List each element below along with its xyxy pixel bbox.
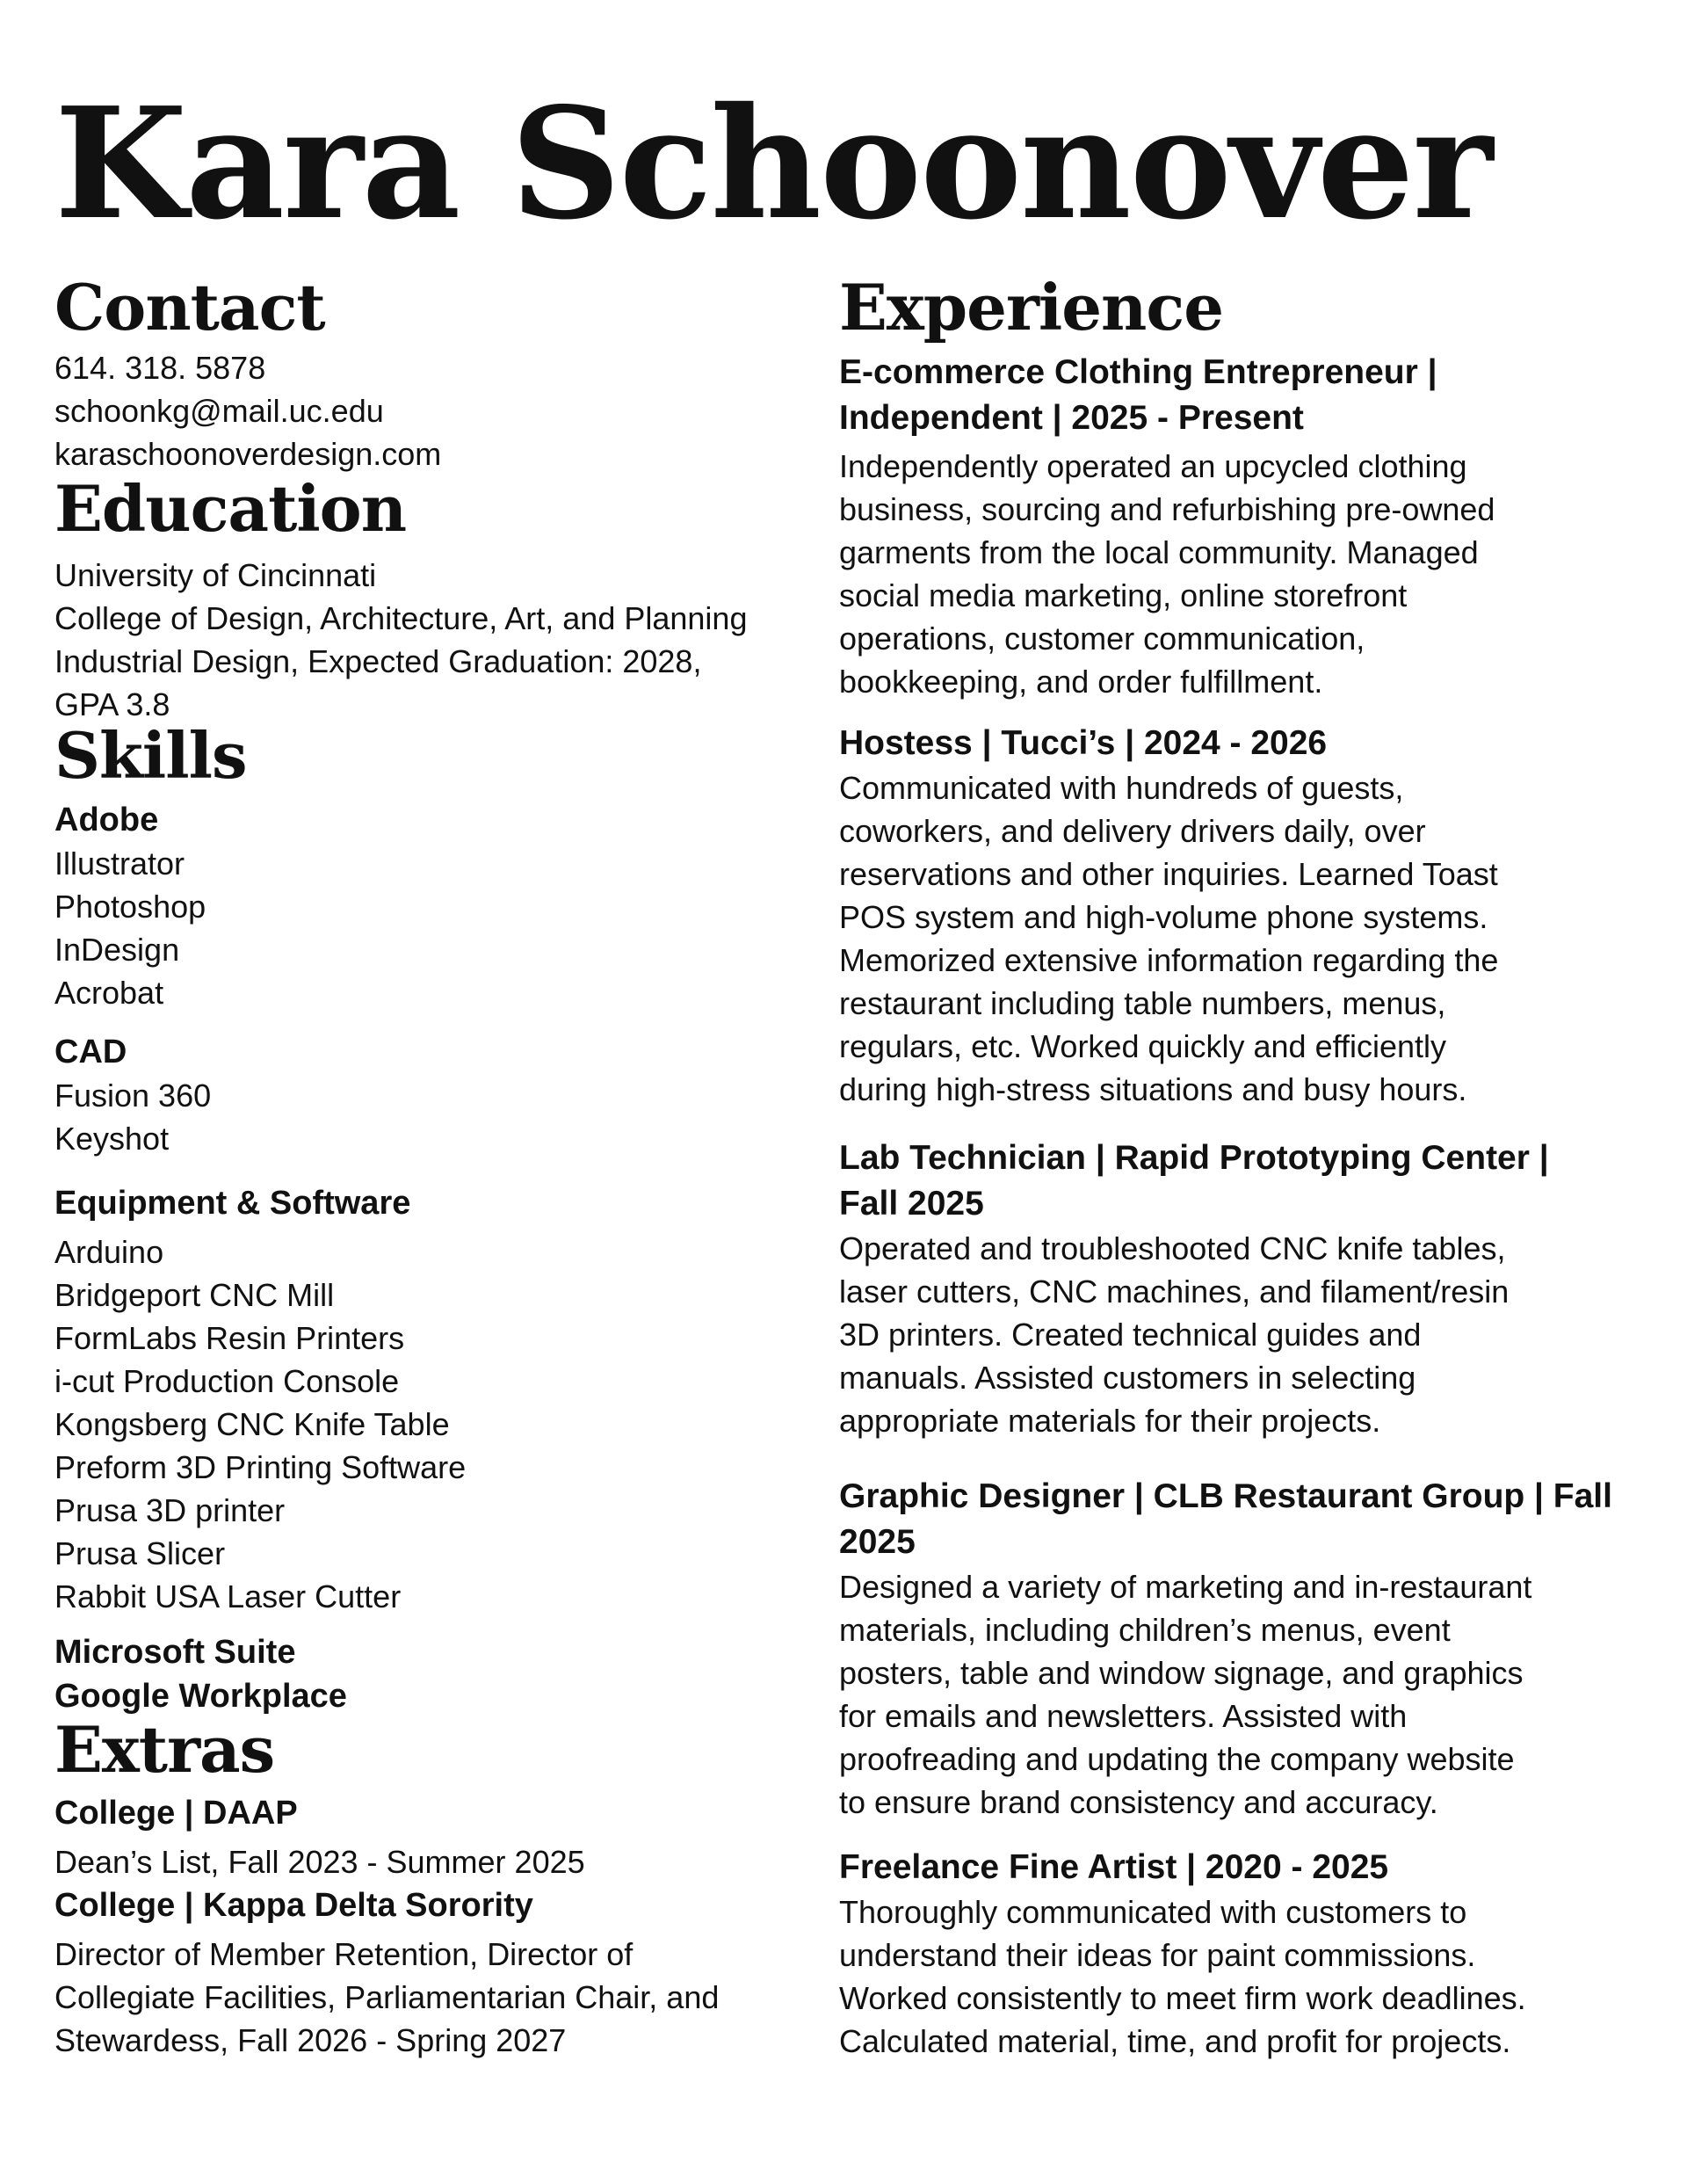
skill-item: Rabbit USA Laser Cutter: [54, 1578, 402, 1614]
skill-item: Fusion 360: [54, 1077, 212, 1114]
experience-item-body: [839, 1227, 1630, 1442]
resume-name: Kara Schoonover: [54, 75, 1492, 254]
left-column: [54, 270, 828, 2062]
experience-body-line: bookkeeping, and order fulfillment.: [839, 663, 1323, 700]
experience-body-line: Communicated with hundreds of guests,: [839, 769, 1404, 806]
experience-body-line: operations, customer communication,: [839, 620, 1365, 657]
experience-item-title: E-commerce Clothing Entrepreneur |: [839, 352, 1437, 391]
skill-item: Prusa 3D printer: [54, 1491, 286, 1528]
skills-group-heading: Adobe: [54, 801, 159, 838]
skills-group-equipment: [54, 1181, 828, 1618]
experience-body-line: appropriate materials for their projects.: [839, 1402, 1381, 1439]
experience-item-body: [839, 1565, 1630, 1824]
experience-item-title: Independent | 2025 - Present: [839, 398, 1304, 437]
experience-item: [839, 350, 1630, 703]
skill-item: Illustrator: [54, 845, 185, 882]
extras-item: [54, 1883, 828, 2062]
skills-group-heading: Equipment & Software: [54, 1184, 411, 1222]
experience-body-line: Worked consistently to meet firm work deadlines.: [839, 1979, 1526, 2016]
contact-block: [54, 346, 828, 475]
experience-body-line: for emails and newsletters. Assisted with: [839, 1697, 1408, 1734]
experience-item-title: Fall 2025: [839, 1184, 984, 1223]
extras-item-line: Dean’s List, Fall 2023 - Summer 2025: [54, 1844, 585, 1881]
contact-phone: 614. 318. 5878: [54, 349, 266, 386]
education-title: Education: [54, 470, 407, 546]
skill-item: Keyshot: [54, 1120, 170, 1157]
extras-item-line: Director of Member Retention, Director of: [54, 1936, 634, 1973]
skill-item: Bridgeport CNC Mill: [54, 1276, 335, 1313]
skill-item: i-cut Production Console: [54, 1362, 400, 1399]
contact-title: Contact: [54, 270, 325, 345]
experience-body-line: laser cutters, CNC machines, and filament/resin: [839, 1273, 1510, 1310]
experience-body-line: POS system and high-volume phone systems.: [839, 898, 1488, 935]
skill-item: Kongsberg CNC Knife Table: [54, 1405, 450, 1442]
experience-item-body: [839, 766, 1630, 1111]
experience-body-line: Thoroughly communicated with customers to: [839, 1893, 1467, 1930]
experience-body-line: to ensure brand consistency and accuracy.: [839, 1783, 1438, 1820]
experience-item-title: Freelance Fine Artist | 2020 - 2025: [839, 1847, 1389, 1886]
experience-body-line: Calculated material, time, and profit for projects.: [839, 2022, 1511, 2059]
extras-item-heading: College | DAAP: [54, 1795, 298, 1832]
extras-item-line: Stewardess, Fall 2026 - Spring 2027: [54, 2022, 567, 2059]
education-line: GPA 3.8: [54, 686, 170, 723]
experience-body-line: Independently operated an upcycled clothing: [839, 447, 1467, 484]
experience-body-line: understand their ideas for paint commissions.: [839, 1936, 1476, 1973]
experience-body-line: posters, table and window signage, and graphics: [839, 1654, 1524, 1691]
education-line: University of Cincinnati: [54, 557, 377, 594]
education-block: [54, 554, 828, 726]
experience-item: [839, 1474, 1630, 1824]
experience-body-line: restaurant including table numbers, menus,: [839, 984, 1446, 1021]
experience-item-body: [839, 445, 1630, 703]
experience-item-title: Graphic Designer | CLB Restaurant Group | Fall: [839, 1477, 1612, 1515]
skill-item: Prusa Slicer: [54, 1535, 226, 1571]
education-line: Industrial Design, Expected Graduation: 2028,: [54, 643, 702, 680]
experience-item-title: 2025: [839, 1522, 916, 1561]
education-line: College of Design, Architecture, Art, and Planning: [54, 600, 748, 637]
right-column: [839, 270, 1630, 2080]
experience-body-line: during high-stress situations and busy hours.: [839, 1070, 1467, 1107]
skill-item: Photoshop: [54, 888, 206, 925]
skill-item: Acrobat: [54, 974, 164, 1011]
skills-extra-headings: [54, 1630, 828, 1718]
experience-body-line: business, sourcing and refurbishing pre-owned: [839, 490, 1495, 527]
skill-item: Arduino: [54, 1233, 164, 1270]
experience-item-title: Lab Technician | Rapid Prototyping Center |: [839, 1138, 1549, 1177]
experience-body-line: Designed a variety of marketing and in-restaurant: [839, 1568, 1532, 1605]
skill-item: FormLabs Resin Printers: [54, 1319, 405, 1356]
experience-item: [839, 1136, 1630, 1442]
experience-body-line: social media marketing, online storefront: [839, 577, 1408, 613]
skills-extra-heading: Google Workplace: [54, 1677, 347, 1715]
extras-item-line: Collegiate Facilities, Parliamentarian Chair, and: [54, 1979, 720, 2016]
experience-item-body: [839, 1890, 1630, 2063]
skill-item: InDesign: [54, 931, 180, 968]
experience-body-line: Memorized extensive information regarding the: [839, 941, 1499, 978]
experience-body-line: reservations and other inquiries. Learned Toast: [839, 855, 1498, 892]
skills-title: Skills: [54, 718, 247, 794]
skills-group-adobe: [54, 798, 828, 1014]
experience-item: [839, 1845, 1630, 2063]
skills-group-cad: [54, 1030, 828, 1160]
experience-item-title: Hostess | Tucci’s | 2024 - 2026: [839, 723, 1328, 762]
experience-body-line: regulars, etc. Worked quickly and efficiently: [839, 1027, 1446, 1064]
experience-body-line: 3D printers. Created technical guides and: [839, 1316, 1422, 1353]
contact-email: schoonkg@mail.uc.edu: [54, 392, 384, 429]
experience-body-line: garments from the local community. Managed: [839, 533, 1479, 570]
skill-item: Preform 3D Printing Software: [54, 1448, 467, 1485]
extras-item-heading: College | Kappa Delta Sorority: [54, 1887, 533, 1925]
experience-body-line: manuals. Assisted customers in selecting: [839, 1359, 1416, 1396]
experience-body-line: Operated and troubleshooted CNC knife tables,: [839, 1230, 1506, 1266]
experience-item: [839, 721, 1630, 1111]
extras-title: Extras: [54, 1711, 275, 1787]
extras-item: [54, 1791, 828, 1883]
skills-group-heading: CAD: [54, 1033, 127, 1070]
skills-extra-heading: Microsoft Suite: [54, 1633, 296, 1671]
experience-body-line: coworkers, and delivery drivers daily, over: [839, 812, 1426, 849]
contact-website: karaschoonoverdesign.com: [54, 435, 442, 472]
experience-body-line: proofreading and updating the company website: [839, 1740, 1515, 1777]
experience-title: Experience: [839, 270, 1224, 345]
experience-body-line: materials, including children’s menus, event: [839, 1611, 1451, 1648]
